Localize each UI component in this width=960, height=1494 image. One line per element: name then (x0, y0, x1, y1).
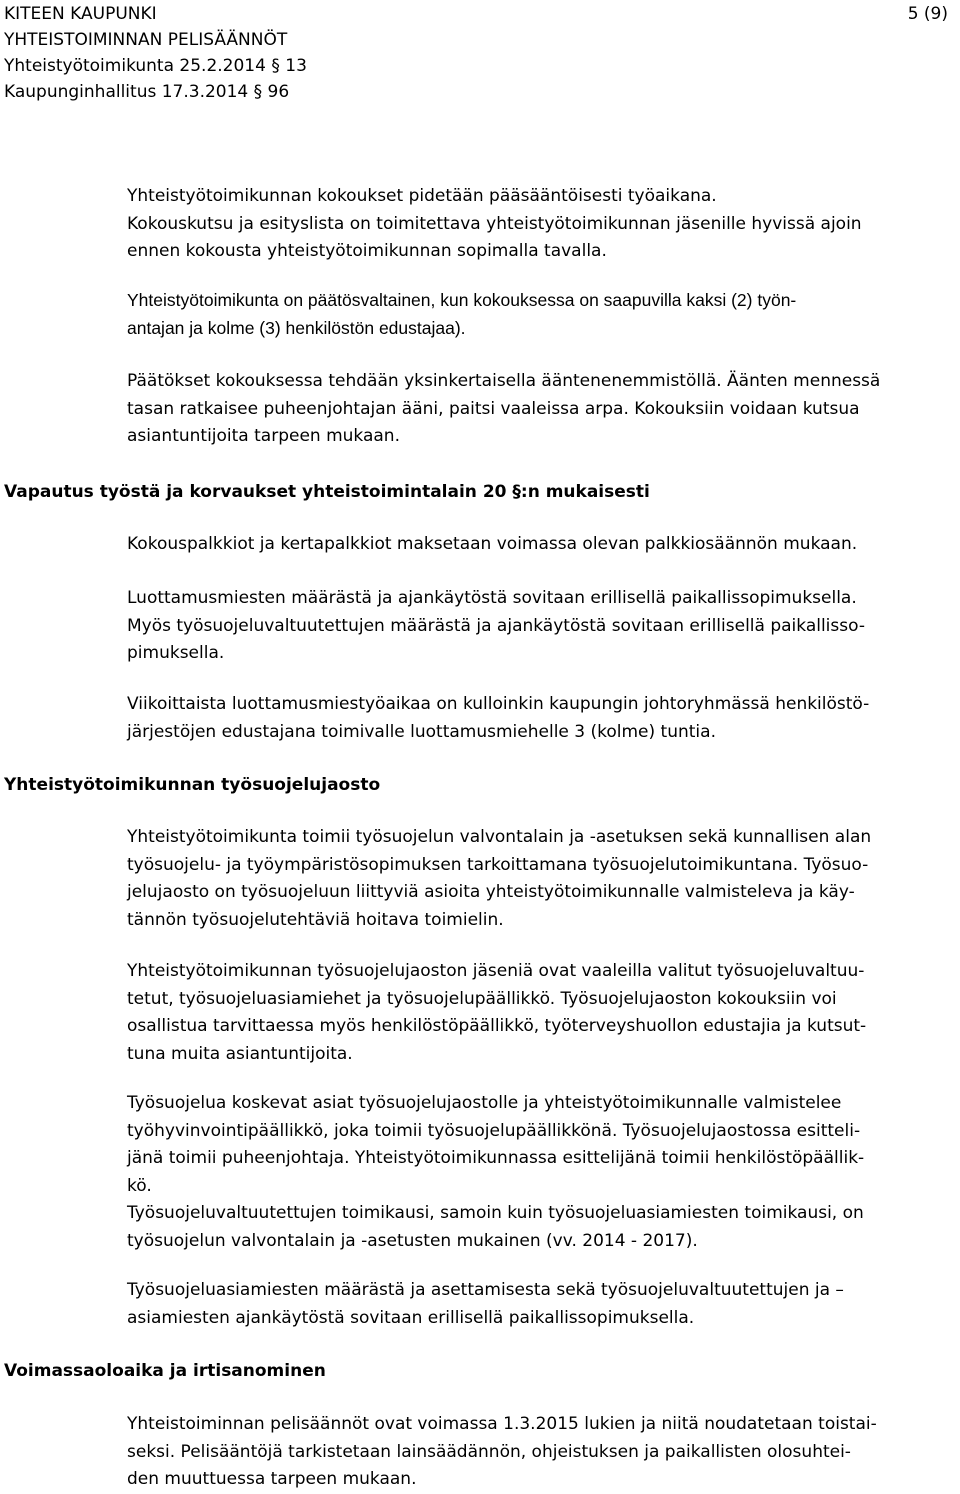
paragraph-fees (127, 531, 957, 559)
meeting-reference-1: Yhteistyötoimikunta 25.2.2014 § 13 (4, 56, 307, 76)
section-heading-leave: Vapautus työstä ja korvaukset yhteistoimintalain 20 §:n mukaisesti (4, 482, 650, 502)
text-line: ennen kokousta yhteistyötoimikunnan sopimalla tavalla. (127, 241, 607, 261)
paragraph-weekly-hours (127, 691, 957, 746)
paragraph-quorum (127, 287, 957, 342)
text-line: Yhteistyötoimikunta on päätösvaltainen, kun kokouksessa on saapuvilla kaksi (2) työn- (127, 290, 797, 310)
page-header (4, 1, 954, 105)
text-line: Työsuojeluvaltuutettujen toimikausi, samoin kuin työsuojeluasiamiesten toimikausi, on (127, 1203, 864, 1223)
paragraph-shop-stewards-time (127, 585, 957, 668)
text-line: tännön työsuojelutehtäviä hoitava toimielin. (127, 909, 504, 930)
text-line: seksi. Pelisääntöjä tarkistetaan lainsäädännön, ohjeistuksen ja paikallisten olosuhtei- (127, 1441, 851, 1462)
text-line: työsuojelu- ja työympäristösopimuksen tarkoittamana työsuojelutoimikuntana. Työsuo- (127, 854, 869, 875)
section-heading-safety: Yhteistyötoimikunnan työsuojelujaosto (4, 775, 381, 795)
meeting-reference-2: Kaupunginhallitus 17.3.2014 § 96 (4, 82, 290, 102)
paragraph-safety-preparation (127, 1090, 957, 1255)
text-line: Päätökset kokouksessa tehdään yksinkertaisella ääntenenemmistöllä. Äänten mennessä (127, 371, 881, 391)
text-line: Yhteistyötoimikunnan työsuojelujaoston jäseniä ovat vaaleilla valitut työsuojeluvaltuu- (127, 961, 865, 981)
text-line: Työsuojeluasiamiesten määrästä ja asettamisesta sekä työsuojeluvaltuutettujen ja – (127, 1280, 844, 1300)
text-line: Myös työsuojeluvaltuutettujen määrästä ja ajankäytöstä sovitaan erillisellä paikallisso- (127, 615, 865, 636)
text-line: jelujaosto on työsuojeluun liittyviä asioita yhteistyötoimikunnalle valmisteleva ja käy- (127, 882, 855, 902)
text-line: tuna muita asiantuntijoita. (127, 1043, 353, 1064)
text-line: Kokouspalkkiot ja kertapalkkiot maksetaan voimassa olevan palkkiosäännön mukaan. (127, 534, 858, 554)
paragraph-meetings-schedule (127, 183, 957, 266)
text-line: järjestöjen edustajana toimivalle luottamusmiehelle 3 (kolme) tuntia. (127, 721, 716, 742)
text-line: tetut, työsuojeluasiamiehet ja työsuojelupäällikkö. Työsuojelujaoston kokouksiin voi (127, 988, 837, 1009)
text-line: Kokouskutsu ja esityslista on toimitettava yhteistyötoimikunnan jäsenille hyvissä ajoin (127, 213, 862, 234)
text-line: osallistua tarvittaessa myös henkilöstöpäällikkö, työterveyshuollon edustajia ja kutsut- (127, 1016, 867, 1036)
text-line: Luottamusmiesten määrästä ja ajankäytöstä sovitaan erillisellä paikallissopimuksella. (127, 588, 857, 608)
text-line: den muuttuessa tarpeen mukaan. (127, 1469, 417, 1489)
paragraph-decisions (127, 368, 957, 451)
text-line: tasan ratkaisee puheenjohtajan ääni, paitsi vaaleissa arpa. Kokouksiin voidaan kutsua (127, 398, 860, 419)
organization-name: KITEEN KAUPUNKI (4, 4, 157, 24)
text-line: työsuojelun valvontalain ja -asetusten mukainen (vv. 2014 - 2017). (127, 1230, 698, 1251)
paragraph-safety-members (127, 958, 957, 1068)
section-heading-validity: Voimassaoloaika ja irtisanominen (4, 1361, 326, 1381)
text-line: Työsuojelua koskevat asiat työsuojelujaostolle ja yhteistyötoimikunnalle valmistelee (127, 1093, 842, 1113)
text-line: Viikoittaista luottamusmiestyöaikaa on kulloinkin kaupungin johtoryhmässä henkilöstö- (127, 694, 870, 714)
paragraph-validity (127, 1411, 957, 1494)
text-line: työhyvinvointipäällikkö, joka toimii työsuojelupäällikkönä. Työsuojelujaostossa esitteli- (127, 1120, 861, 1141)
text-line: Yhteistyötoimikunta toimii työsuojelun valvontalain ja -asetuksen sekä kunnallisen alan (127, 827, 872, 847)
text-line: Yhteistoiminnan pelisäännöt ovat voimassa 1.3.2015 lukien ja niitä noudatetaan toistai- (127, 1414, 877, 1434)
text-line: asiantuntijoita tarpeen mukaan. (127, 426, 400, 446)
paragraph-safety-agreement (127, 1277, 957, 1332)
text-line: antajan ja kolme (3) henkilöstön edustajaa). (127, 317, 466, 338)
text-line: kö. (127, 1175, 152, 1196)
page-number: 5 (9) (907, 4, 948, 24)
text-line: asiamiesten ajankäytöstä sovitaan erillisellä paikallissopimuksella. (127, 1307, 695, 1328)
text-line: Yhteistyötoimikunnan kokoukset pidetään pääsääntöisesti työaikana. (127, 186, 717, 206)
paragraph-safety-role (127, 824, 957, 934)
document-title: YHTEISTOIMINNAN PELISÄÄNNÖT (4, 30, 288, 50)
text-line: jänä toimii puheenjohtaja. Yhteistyötoimikunnassa esittelijänä toimii henkilöstöpäällik- (127, 1148, 865, 1168)
text-line: pimuksella. (127, 643, 225, 663)
